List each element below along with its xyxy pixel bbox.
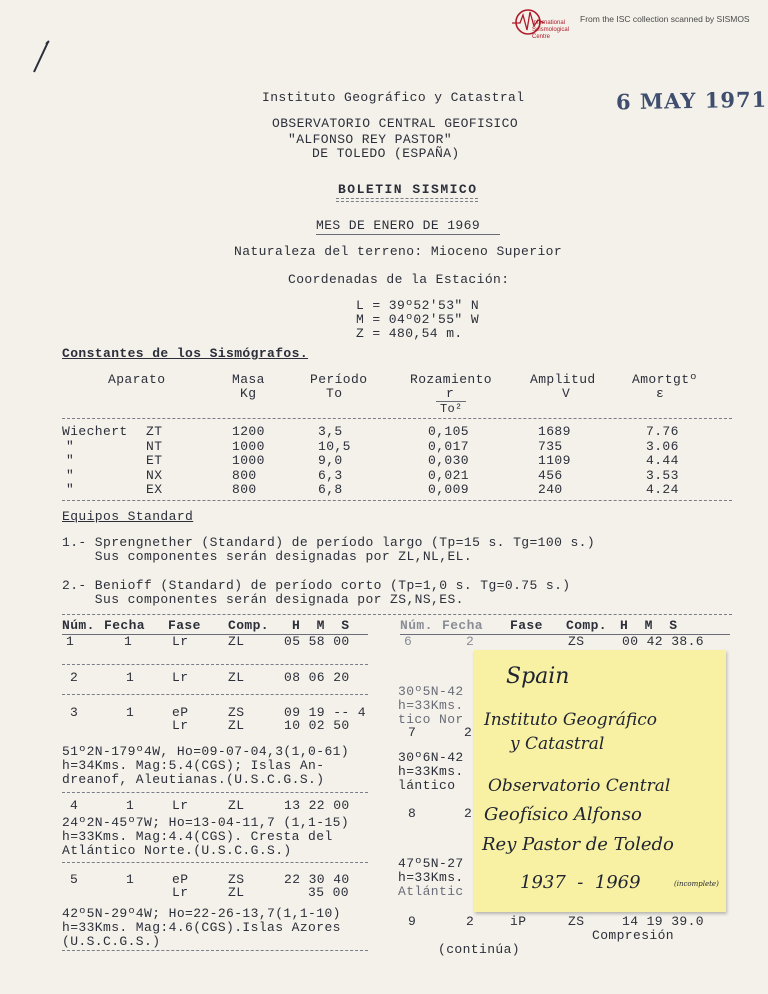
event-right-frag-a-2: h=33Kms. xyxy=(398,698,464,713)
events-col-hms: H M S xyxy=(292,618,350,633)
constants-cell-masa: 1000 xyxy=(232,438,265,454)
sticky-line-incomplete: (incomplete) xyxy=(674,880,719,888)
events-col-hms-right: H M S xyxy=(620,618,678,633)
isc-logo-text: International Seismological Centre xyxy=(532,20,570,40)
constants-cell-instrument: " xyxy=(66,453,75,468)
constants-cell-masa: 1000 xyxy=(232,453,265,468)
event-3-note-2: h=34Kms. Mag:5.4(CGS); Islas An- xyxy=(62,758,325,773)
constants-cell-instrument: Wiechert xyxy=(62,424,128,439)
constants-cell-roz: 0,009 xyxy=(428,482,470,497)
constants-cell-comp: EX xyxy=(146,482,163,497)
coord-lat: L = 39º52'53" N xyxy=(356,298,480,313)
events-col-num: Núm. xyxy=(62,618,95,633)
event-7-num: 7 xyxy=(408,725,417,740)
event-5-note-2: h=33Kms. Mag:4.6(CGS).Islas Azores xyxy=(62,920,341,935)
col-aparato: Aparato xyxy=(108,372,166,387)
col-amort-sym: ε xyxy=(656,386,665,401)
event-right-frag-b-1: 30º6N-42 xyxy=(398,750,464,765)
constants-cell-amort: 3.53 xyxy=(646,467,679,483)
event-3-note-3: dreanof, Aleutianas.(U.S.C.G.S.) xyxy=(62,772,325,787)
constants-cell-instrument: " xyxy=(66,482,75,497)
constants-cell-amp: 735 xyxy=(538,438,563,454)
event-right-frag-b-2: h=33Kms. xyxy=(398,764,464,779)
received-date-stamp: 6 MAY 1971 xyxy=(615,86,768,115)
observatory-location: DE TOLEDO (ESPAÑA) xyxy=(312,146,460,161)
equipment-2-line2: Sus componentes serán designada por ZS,NS,ES. xyxy=(62,592,464,607)
constants-cell-comp: ET xyxy=(146,453,163,468)
events-col-fecha: Fecha xyxy=(104,618,146,633)
col-amplitud: Amplitud xyxy=(530,372,596,387)
constants-cell-masa: 800 xyxy=(232,467,257,483)
event-right-frag-a-3: tico Nor xyxy=(398,712,464,727)
constants-cell-masa: 800 xyxy=(232,482,257,497)
constants-cell-comp: NT xyxy=(146,438,163,454)
constants-cell-amort: 7.76 xyxy=(646,424,679,439)
constants-cell-amp: 456 xyxy=(538,467,563,483)
sticky-line-geofisico: Geofísico Alfonso xyxy=(484,804,642,825)
col-rozamiento-den: To² xyxy=(440,402,463,416)
col-periodo-sym: To xyxy=(326,386,343,401)
constants-cell-masa: 1200 xyxy=(232,424,265,439)
coords-heading: Coordenadas de la Estación: xyxy=(288,272,510,287)
constants-cell-comp: NX xyxy=(146,467,163,483)
equipment-1-line2: Sus componentes serán designadas por ZL,NL,EL. xyxy=(62,549,473,564)
sticky-line-observatory: Observatorio Central xyxy=(488,776,671,796)
event-4-note-1: 24º2N-45º7W; Ho=13-04-11,7 (1,1-15) xyxy=(62,815,350,830)
sticky-line-country: Spain xyxy=(506,664,570,689)
constants-cell-periodo: 6,3 xyxy=(318,467,343,483)
col-amplitud-sym: V xyxy=(562,386,571,401)
constants-cell-periodo: 9,0 xyxy=(318,453,343,468)
events-col-fase: Fase xyxy=(168,618,201,633)
col-masa: Masa xyxy=(232,372,265,387)
equipment-heading: Equipos Standard xyxy=(62,509,194,524)
sticky-line-years: 1937 - 1969 xyxy=(520,872,641,893)
col-masa-unit: Kg xyxy=(240,386,257,401)
constants-cell-amp: 1689 xyxy=(538,424,571,439)
coord-alt: Z = 480,54 m. xyxy=(356,326,463,341)
event-7-fecha: 2 xyxy=(464,725,473,740)
events-col-fase-right: Fase xyxy=(510,618,543,633)
constants-cell-periodo: 10,5 xyxy=(318,438,351,454)
col-rozamiento: Rozamiento xyxy=(410,372,493,387)
bulletin-month: MES DE ENERO DE 1969 xyxy=(316,218,481,233)
terrain-nature: Naturaleza del terreno: Mioceno Superior xyxy=(234,244,563,259)
constants-cell-amp: 240 xyxy=(538,482,563,497)
sticky-line-institute: Instituto Geográfico xyxy=(484,710,658,730)
sticky-line-toledo: Rey Pastor de Toledo xyxy=(482,834,674,855)
events-col-num-right: Núm. xyxy=(400,618,433,633)
events-col-fecha-right: Fecha xyxy=(442,618,484,633)
sticky-note xyxy=(474,650,726,912)
equipment-1-line1: 1.- Sprengnether (Standard) de período largo (Tp=15 s. Tg=100 s.) xyxy=(62,535,596,550)
constants-cell-periodo: 3,5 xyxy=(318,424,343,439)
continued-label: (continúa) xyxy=(438,942,521,957)
col-amort: Amortgtº xyxy=(632,372,698,387)
equipment-2-line1: 2.- Benioff (Standard) de período corto (Tp=1,0 s. Tg=0.75 s.) xyxy=(62,578,571,593)
constants-cell-roz: 0,105 xyxy=(428,424,470,439)
event-4-note-3: Atlántico Norte.(U.S.C.G.S.) xyxy=(62,843,292,858)
event-right-frag-b-3: lántico xyxy=(398,778,456,793)
pen-mark-icon xyxy=(30,40,60,74)
event-right-frag-c-3: Atlántic xyxy=(398,884,464,899)
event-4-note-2: h=33Kms. Mag:4.4(CGS). Cresta del xyxy=(62,829,333,844)
constants-heading: Constantes de los Sismógrafos. xyxy=(62,346,309,361)
constants-cell-amp: 1109 xyxy=(538,453,571,468)
events-col-comp-right: Comp. xyxy=(566,618,608,633)
event-5-note-3: (U.S.C.G.S.) xyxy=(62,934,161,949)
observatory-subname: "ALFONSO REY PASTOR" xyxy=(288,132,453,147)
constants-cell-roz: 0,030 xyxy=(428,453,470,468)
event-5-note-1: 42º5N-29º4W; Ho=22-26-13,7(1,1-10) xyxy=(62,906,341,921)
constants-cell-amort: 3.06 xyxy=(646,438,679,454)
constants-cell-amort: 4.24 xyxy=(646,482,679,497)
constants-cell-roz: 0,017 xyxy=(428,438,470,454)
event-3-note-1: 51º2N-179º4W, Ho=09-07-04,3(1,0-61) xyxy=(62,744,350,759)
event-right-frag-a-1: 30º5N-42 xyxy=(398,684,464,699)
constants-cell-instrument: " xyxy=(66,438,75,454)
event-right-frag-c-2: h=33Kms. xyxy=(398,870,464,885)
col-rozamiento-num: r xyxy=(446,386,455,401)
constants-cell-instrument: " xyxy=(66,467,75,483)
events-col-comp: Comp. xyxy=(228,618,270,633)
event-8-fecha: 2 xyxy=(464,806,473,821)
sticky-line-catastral: y Catastral xyxy=(510,734,605,754)
constants-cell-roz: 0,021 xyxy=(428,467,470,483)
constants-cell-periodo: 6,8 xyxy=(318,482,343,497)
observatory-name: OBSERVATORIO CENTRAL GEOFISICO xyxy=(272,116,519,131)
event-right-frag-c-1: 47º5N-27 xyxy=(398,856,464,871)
event-8-num: 8 xyxy=(408,806,417,821)
col-periodo: Período xyxy=(310,372,368,387)
bulletin-title: BOLETIN SISMICO xyxy=(338,182,478,197)
constants-cell-amort: 4.44 xyxy=(646,453,679,468)
scan-credit: From the ISC collection scanned by SISMOS xyxy=(580,14,750,24)
coord-lon: M = 04º02'55" W xyxy=(356,312,480,327)
institute-name: Instituto Geográfico y Catastral xyxy=(262,90,525,105)
constants-cell-comp: ZT xyxy=(146,424,163,439)
